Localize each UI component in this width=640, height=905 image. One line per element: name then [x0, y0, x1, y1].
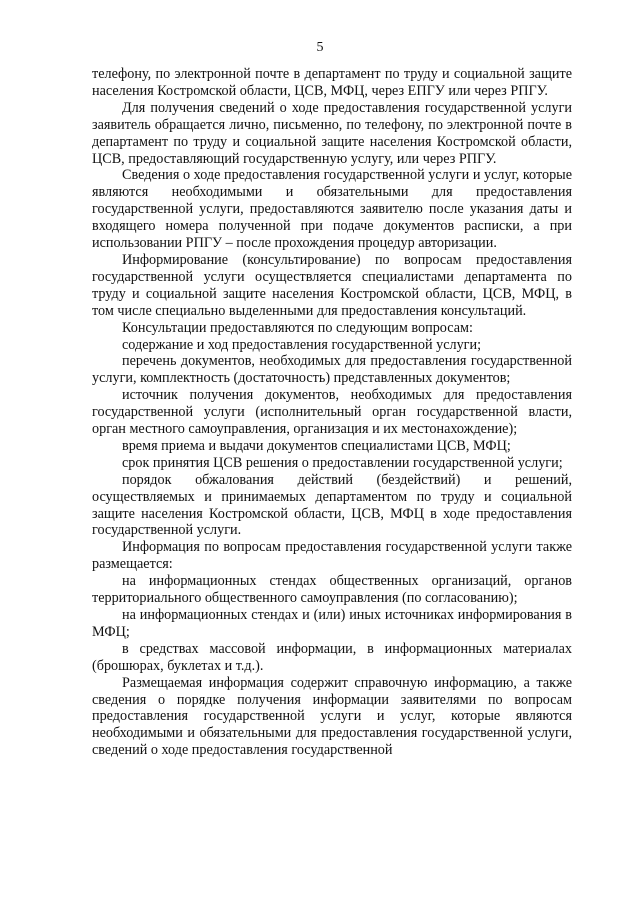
list-item-stands-mfc: на информационных стендах и (или) иных источниках информирования в МФЦ; [92, 607, 572, 640]
paragraph-reference-info: Размещаемая информация содержит справочную информацию, а также сведения о порядке получения информации заявителями по вопросам предоставления государственной услуги и услуг, которые являются необходимыми и обязательными для предоставления государственной услуги, сведений о ходе предоставления государственной [92, 674, 572, 759]
list-item-source: источник получения документов, необходимых для предоставления государственной услуги (исполнительный орган государственной власти, орган местного самоуправления, организация и их местонахождение); [92, 387, 572, 438]
document-body [92, 66, 572, 759]
paragraph-status-details: Сведения о ходе предоставления государственной услуги и услуг, которые являются необходимыми и обязательными для предоставления государственной услуги, предоставляются заявителю после указания даты и входящего номера полученной при подаче документов расписки, а при использовании РПГУ – после прохождения процедур авторизации. [92, 167, 572, 252]
list-item-media: в средствах массовой информации, в информационных материалах (брошюрах, буклетах и т.д.). [92, 640, 572, 674]
paragraph-placement: Информация по вопросам предоставления государственной услуги также размещается: [92, 539, 572, 573]
paragraph-continuation: телефону, по электронной почте в департамент по труду и социальной защите населения Костромской области, ЦСВ, МФЦ, через ЕПГУ или через РПГУ. [92, 66, 572, 99]
list-item-content: содержание и ход предоставления государственной услуги; [122, 336, 482, 353]
list-item-deadline: срок принятия ЦСВ решения о предоставлении государственной услуги; [122, 454, 563, 471]
list-item-stands-organizations: на информационных стендах общественных организаций, органов территориального общественного самоуправления (по согласованию); [92, 573, 572, 607]
list-item-documents: перечень документов, необходимых для предоставления государственной услуги, комплектность (достаточность) представленных документов; [92, 353, 572, 387]
page-number: 5 [316, 40, 324, 55]
list-item-schedule: время приема и выдачи документов специалистами ЦСВ, МФЦ; [122, 437, 511, 454]
paragraph-consulting: Информирование (консультирование) по вопросам предоставления государственной услуги осуществляется специалистами департамента по труду и социальной защите населения Костромской области, ЦСВ, МФЦ, в том числе специально выделенными для предоставления консультаций. [92, 251, 572, 319]
paragraph-status-info: Для получения сведений о ходе предоставления государственной услуги заявитель обращается лично, письменно, по телефону, по электронной почте в департамент по труду и социальной защите населения Костромской области, ЦСВ, предоставляющий государственную услугу, или через РПГУ. [92, 99, 572, 167]
list-item-appeal: порядок обжалования действий (бездействий) и решений, осуществляемых и принимаемых департаментом по труду и социальной защите населения Костромской области, ЦСВ, МФЦ в ходе предоставления государственной услуги. [92, 471, 572, 539]
paragraph-consultation-topics: Консультации предоставляются по следующим вопросам: [122, 319, 473, 336]
